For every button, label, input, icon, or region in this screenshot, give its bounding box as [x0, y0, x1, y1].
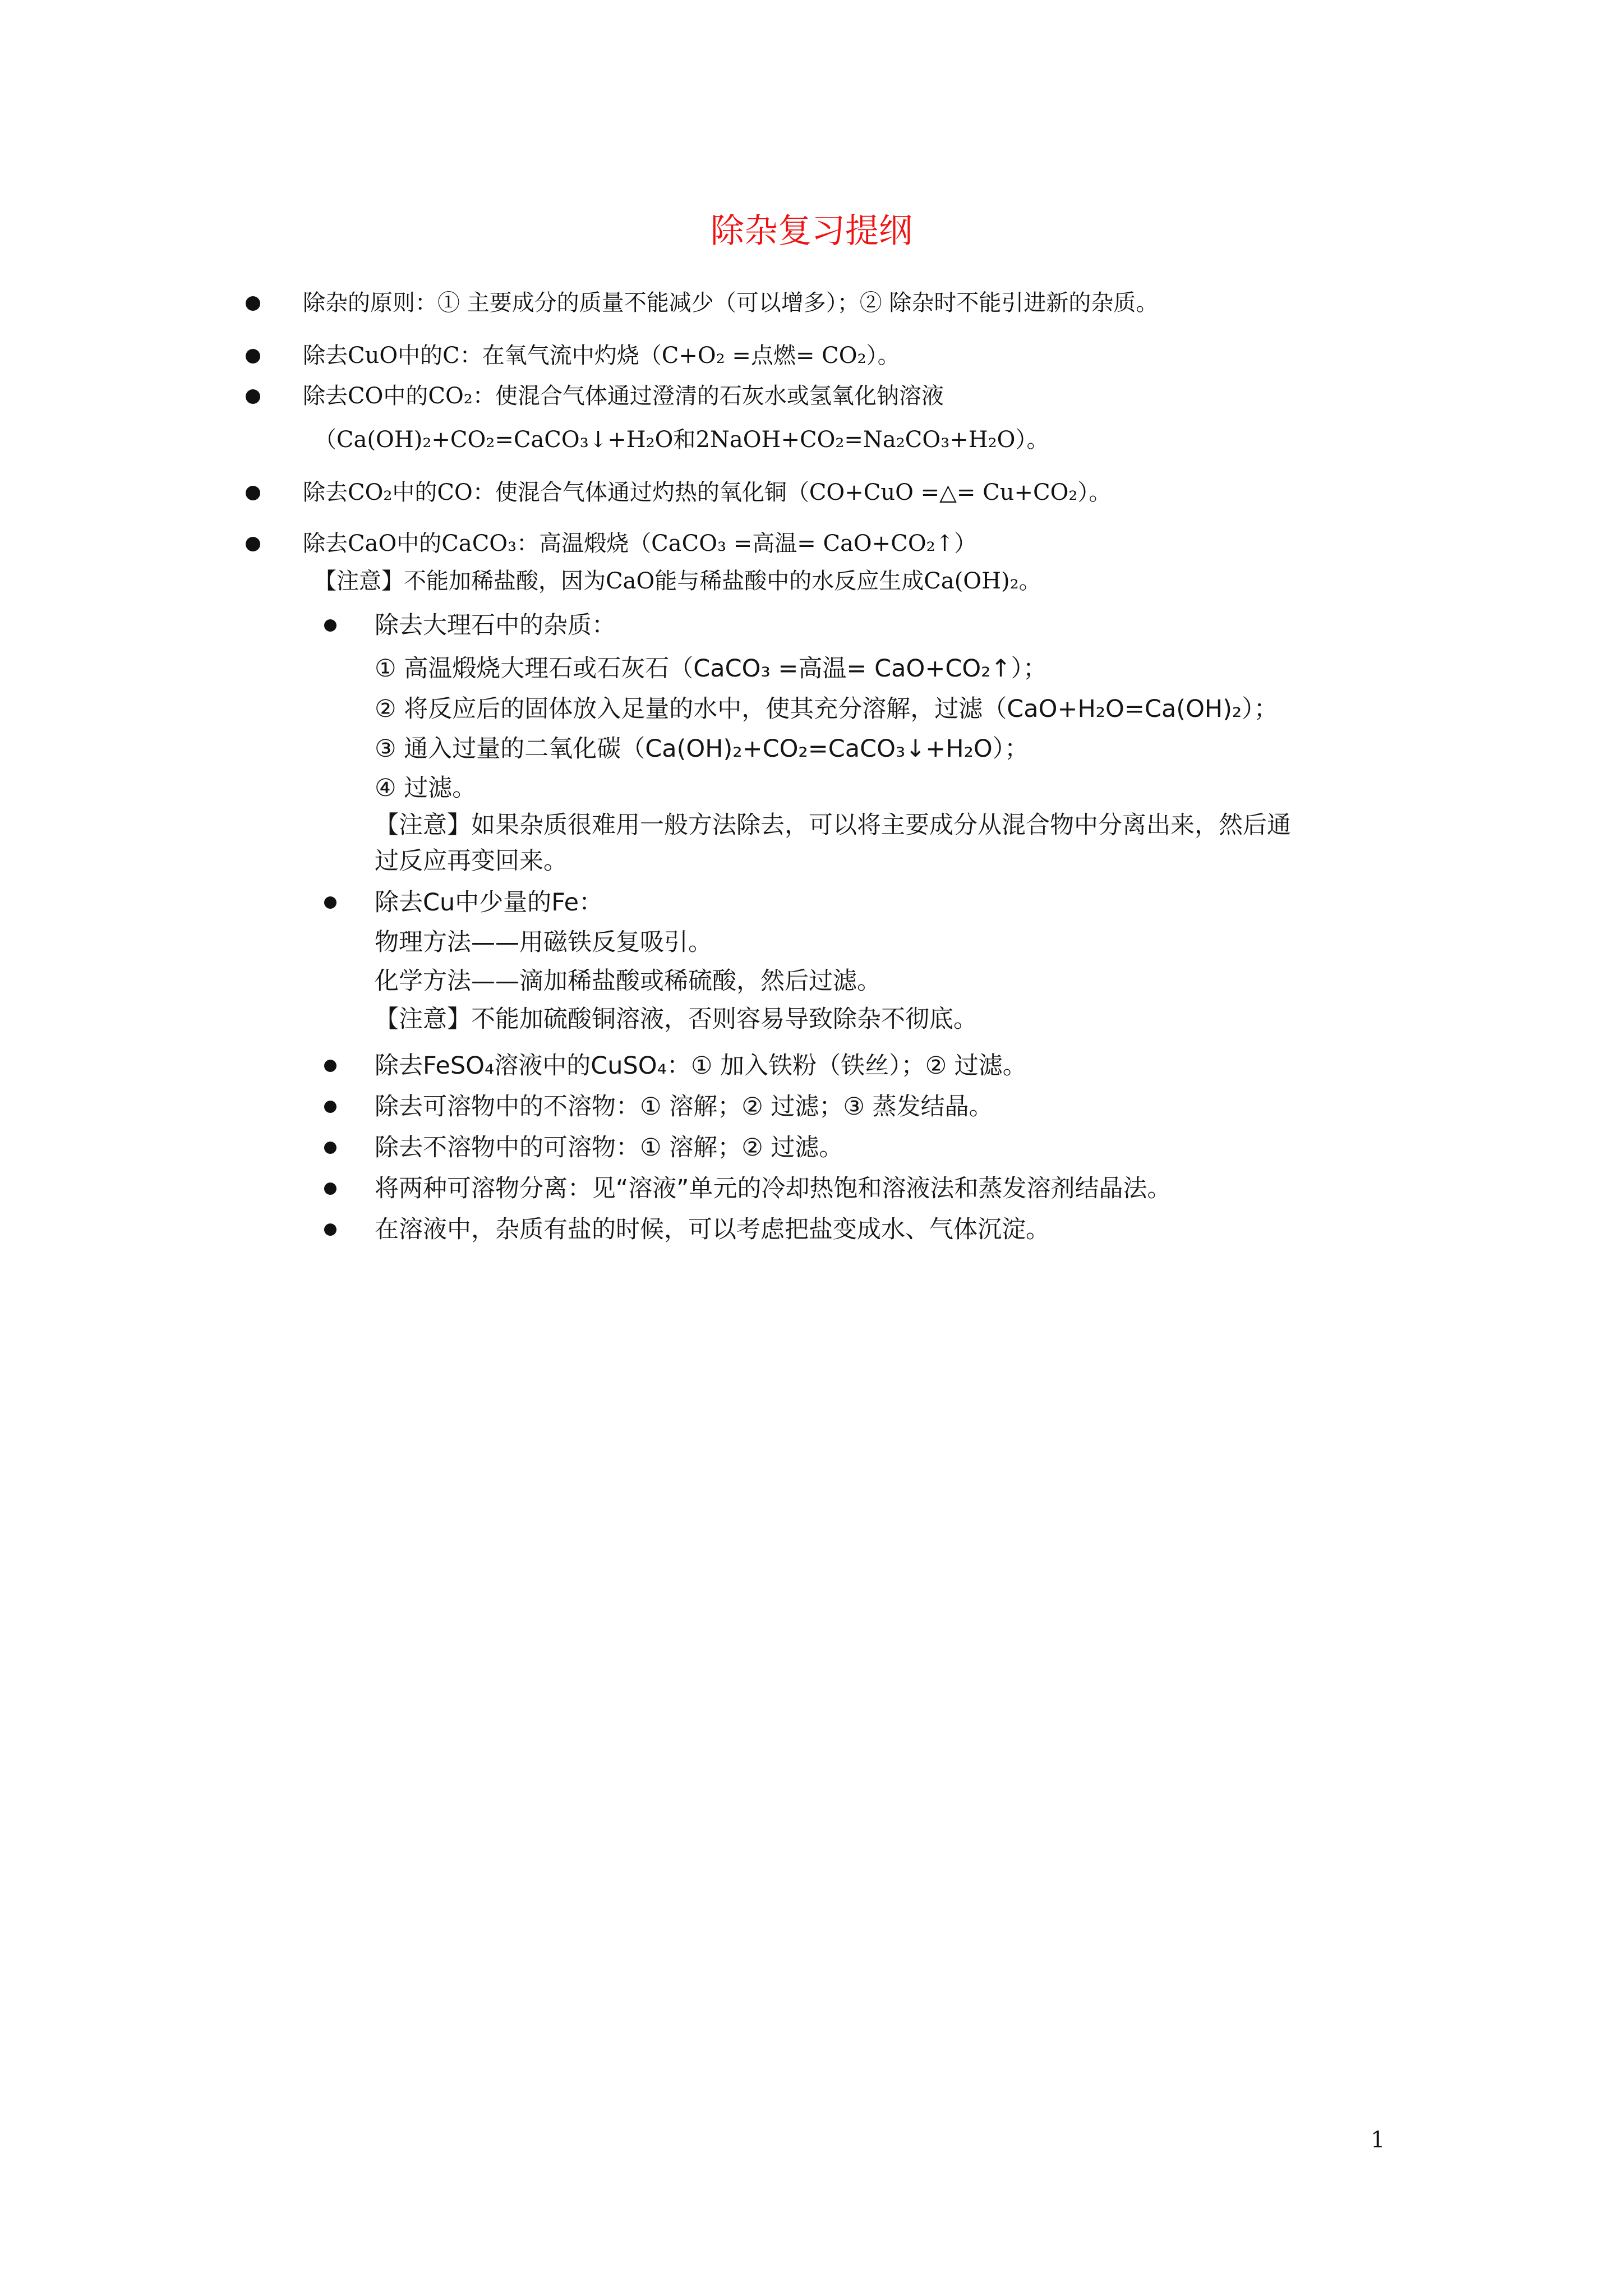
method-line: 化学方法——滴加稀盐酸或稀硫酸，然后过滤。 [375, 967, 881, 995]
list-bullet [324, 619, 336, 632]
list-item: 在溶液中，杂质有盐的时候，可以考虑把盐变成水、气体沉淀。 [375, 1216, 1050, 1244]
page-title: 除杂复习提纲 [711, 211, 912, 251]
list-bullet [324, 896, 336, 909]
list-bullet [246, 349, 260, 364]
step-line: ② 将反应后的固体放入足量的水中，使其充分溶解，过滤（CaO+H₂O=Ca(OH)₂）； [375, 695, 1278, 723]
list-item: 除去不溶物中的可溶物：① 溶解；② 过滤。 [375, 1134, 843, 1162]
list-item: 除去大理石中的杂质： [375, 611, 616, 639]
list-item: 除去CO₂中的CO：使混合气体通过灼热的氧化铜（CO+CuO =△= Cu+CO₂）。 [303, 480, 1112, 505]
list-item: 除杂的原则：① 主要成分的质量不能减少（可以增多）；② 除杂时不能引进新的杂质。 [303, 290, 1159, 316]
list-item: 除去FeSO₄溶液中的CuSO₄：① 加入铁粉（铁丝）；② 过滤。 [375, 1052, 1027, 1080]
list-item: 除去CaO中的CaCO₃：高温煅烧（CaCO₃ =高温= CaO+CO₂↑） [303, 531, 977, 556]
list-item: 除去CuO中的C：在氧气流中灼烧（C+O₂ =点燃= CO₂）。 [303, 343, 900, 369]
list-item: 除去CO中的CO₂：使混合气体通过澄清的石灰水或氢氧化钠溶液 [303, 383, 944, 409]
list-bullet [324, 1223, 336, 1236]
list-bullet [246, 486, 260, 500]
list-bullet [246, 389, 260, 404]
list-bullet [246, 296, 260, 311]
list-bullet [324, 1182, 336, 1195]
list-bullet [324, 1060, 336, 1072]
page-number: 1 [1371, 2127, 1385, 2153]
step-line: ③ 通入过量的二氧化碳（Ca(OH)₂+CO₂=CaCO₃↓+H₂O）； [375, 735, 1029, 763]
list-item: 除去Cu中少量的Fe： [375, 889, 603, 917]
note-line-continuation: 过反应再变回来。 [375, 847, 568, 875]
list-item: 除去可溶物中的不溶物：① 溶解；② 过滤；③ 蒸发结晶。 [375, 1093, 993, 1121]
step-line: ① 高温煅烧大理石或石灰石（CaCO₃ =高温= CaO+CO₂↑）； [375, 655, 1047, 683]
list-bullet [246, 537, 260, 551]
note-line: 【注意】如果杂质很难用一般方法除去，可以将主要成分从混合物中分离出来，然后通 [375, 811, 1291, 839]
step-line: ④ 过滤。 [375, 774, 477, 802]
list-item-continuation: （Ca(OH)₂+CO₂=CaCO₃↓+H₂O和2NaOH+CO₂=Na₂CO₃+H₂O）。 [314, 427, 1049, 453]
list-item: 将两种可溶物分离：见“溶液”单元的冷却热饱和溶液法和蒸发溶剂结晶法。 [375, 1175, 1172, 1203]
list-bullet [324, 1142, 336, 1154]
note-line: 【注意】不能加稀盐酸，因为CaO能与稀盐酸中的水反应生成Ca(OH)₂。 [314, 568, 1041, 594]
list-bullet [324, 1101, 336, 1113]
note-line: 【注意】不能加硫酸铜溶液，否则容易导致除杂不彻底。 [375, 1005, 978, 1033]
method-line: 物理方法——用磁铁反复吸引。 [375, 928, 712, 956]
